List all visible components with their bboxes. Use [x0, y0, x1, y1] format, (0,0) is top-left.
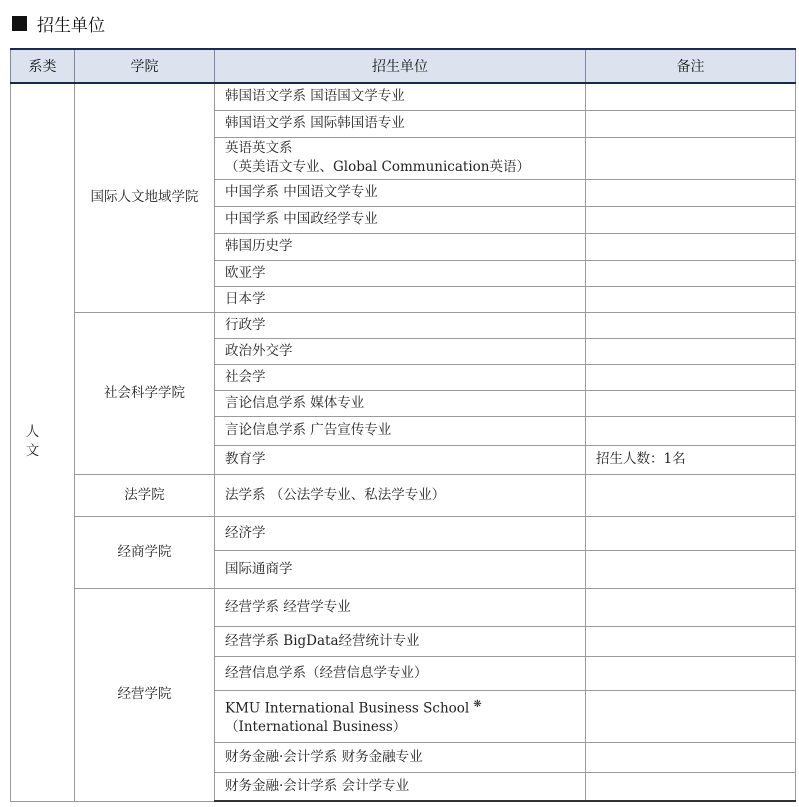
table-row: [11, 516, 796, 550]
remark-cell: [586, 550, 796, 588]
unit-cell: 国际通商学: [215, 550, 586, 588]
section-title: [12, 10, 105, 36]
unit-cell: 日本学: [215, 286, 586, 312]
remark-cell: [586, 179, 796, 206]
header-college: 学院: [75, 49, 215, 83]
unit-cell: 法学系 （公法学专业、私法学专业）: [215, 474, 586, 516]
section-title-text: 招生单位: [37, 15, 105, 36]
remark-cell: [586, 206, 796, 233]
table-row: [11, 588, 796, 626]
remark-cell: [586, 588, 796, 626]
category-cell: 人 文: [11, 83, 75, 801]
unit-cell: 经济学: [215, 516, 586, 550]
remark-cell: 招生人数：1名: [586, 445, 796, 474]
header-remarks: 备注: [586, 49, 796, 83]
unit-cell: 言论信息学系 广告宣传专业: [215, 416, 586, 445]
unit-cell: 社会学: [215, 364, 586, 390]
unit-cell: 经营学系 BigData经营统计专业: [215, 626, 586, 656]
remark-cell: [586, 83, 796, 110]
college-cell: 社会科学学院: [75, 312, 215, 474]
unit-cell: 韩国历史学: [215, 233, 586, 260]
remark-cell: [586, 233, 796, 260]
unit-cell: 经营信息学系（经营信息学专业）: [215, 656, 586, 690]
remark-cell: [586, 364, 796, 390]
header-unit: 招生单位: [215, 49, 586, 83]
remark-cell: [586, 742, 796, 772]
unit-line-2: （International Business）: [225, 719, 407, 736]
remark-cell: [586, 312, 796, 338]
unit-cell: 韩国语文学系 国语国文学专业: [215, 83, 586, 110]
unit-cell: 中国学系 中国政经学专业: [215, 206, 586, 233]
unit-line-1: 英语英文系: [225, 140, 293, 156]
unit-line-1-text: KMU International Business School: [225, 700, 470, 717]
remark-cell: [586, 690, 796, 742]
unit-cell: 言论信息学系 媒体专业: [215, 390, 586, 416]
remark-cell: [586, 626, 796, 656]
table-row: [11, 474, 796, 516]
unit-cell: 政治外交学: [215, 338, 586, 364]
table-row: [11, 83, 796, 110]
remark-cell: [586, 516, 796, 550]
remark-cell: [586, 474, 796, 516]
unit-cell: 财务金融·会计学系 财务金融专业: [215, 742, 586, 772]
unit-line-1: [225, 695, 585, 719]
remark-cell: [586, 390, 796, 416]
footnote-star-icon: ❋: [473, 698, 482, 710]
remark-cell: [586, 416, 796, 445]
remark-cell: [586, 772, 796, 801]
college-cell: 国际人文地域学院: [75, 83, 215, 312]
college-cell: 经营学院: [75, 588, 215, 801]
header-category: 系类: [11, 49, 75, 83]
square-bullet-icon: [12, 16, 27, 31]
unit-cell: 教育学: [215, 445, 586, 474]
unit-cell: [215, 137, 586, 179]
remark-cell: [586, 260, 796, 286]
college-cell: 经商学院: [75, 516, 215, 588]
unit-cell: 中国学系 中国语文学专业: [215, 179, 586, 206]
remark-cell: [586, 338, 796, 364]
table-header-row: [11, 49, 796, 83]
unit-cell: 财务金融·会计学系 会计学专业: [215, 772, 586, 801]
table-row: [11, 312, 796, 338]
remark-cell: [586, 110, 796, 137]
unit-line-2: （英美语文专业、Global Communication英语）: [225, 159, 530, 175]
unit-cell: [215, 690, 586, 742]
unit-cell: 韩国语文学系 国际韩国语专业: [215, 110, 586, 137]
remark-cell: [586, 656, 796, 690]
remark-cell: [586, 286, 796, 312]
unit-cell: 经营学系 经营学专业: [215, 588, 586, 626]
remark-cell: [586, 137, 796, 179]
unit-cell: 欧亚学: [215, 260, 586, 286]
admission-units-table: [10, 48, 796, 802]
unit-cell: 行政学: [215, 312, 586, 338]
college-cell: 法学院: [75, 474, 215, 516]
